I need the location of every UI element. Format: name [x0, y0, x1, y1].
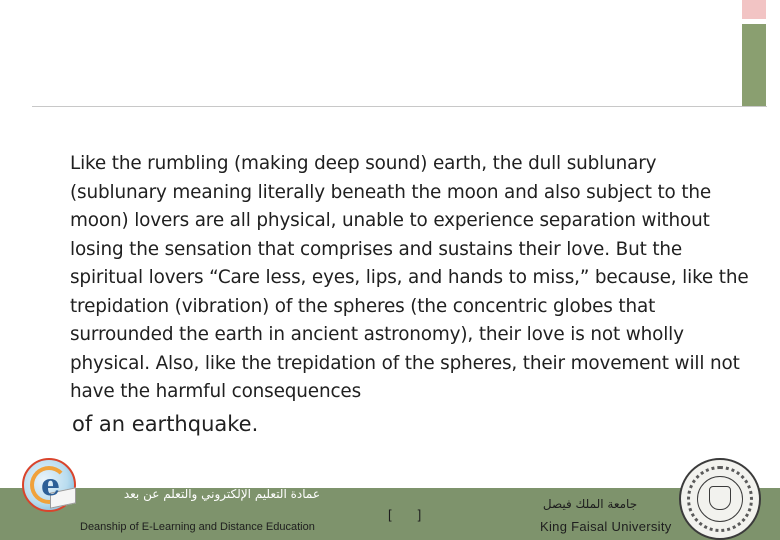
slide-body-text: Like the rumbling (making deep sound) earth, the dull sublunary (sublunary meaning literally beneath the moon and also subject to the moon) lovers are all physical, unable to experience separation without losing the sensation that comprises and sustains their love. But the spiritual lovers “Care less, eyes, lips, and hands to miss,” because, like the trepidation (vibration) of the spheres (the concentric globes that surrounded the earth in ancient astronomy), their love is not wholly physical. Also, like the trepidation of the spheres, their movement will not have the harmful consequences: [70, 153, 749, 402]
accent-block-green: [742, 24, 766, 106]
page-number: [388, 507, 421, 522]
university-seal-icon: [679, 458, 761, 540]
deanship-name-english: Deanship of E-Learning and Distance Education: [80, 521, 315, 533]
page-bracket-close: ]: [417, 507, 422, 522]
header-divider: [32, 106, 767, 107]
elearning-logo-icon: e: [22, 458, 76, 512]
slide-body-tail: of an earthquake.: [72, 412, 259, 436]
accent-block-pink: [742, 0, 766, 19]
page-bracket-open: [: [388, 507, 392, 522]
deanship-name-arabic: عمادة التعليم الإلكتروني والتعلم عن بعد: [123, 487, 320, 501]
university-name-arabic: جامعة الملك فيصل: [542, 497, 638, 511]
university-name-english: King Faisal University: [540, 519, 672, 534]
